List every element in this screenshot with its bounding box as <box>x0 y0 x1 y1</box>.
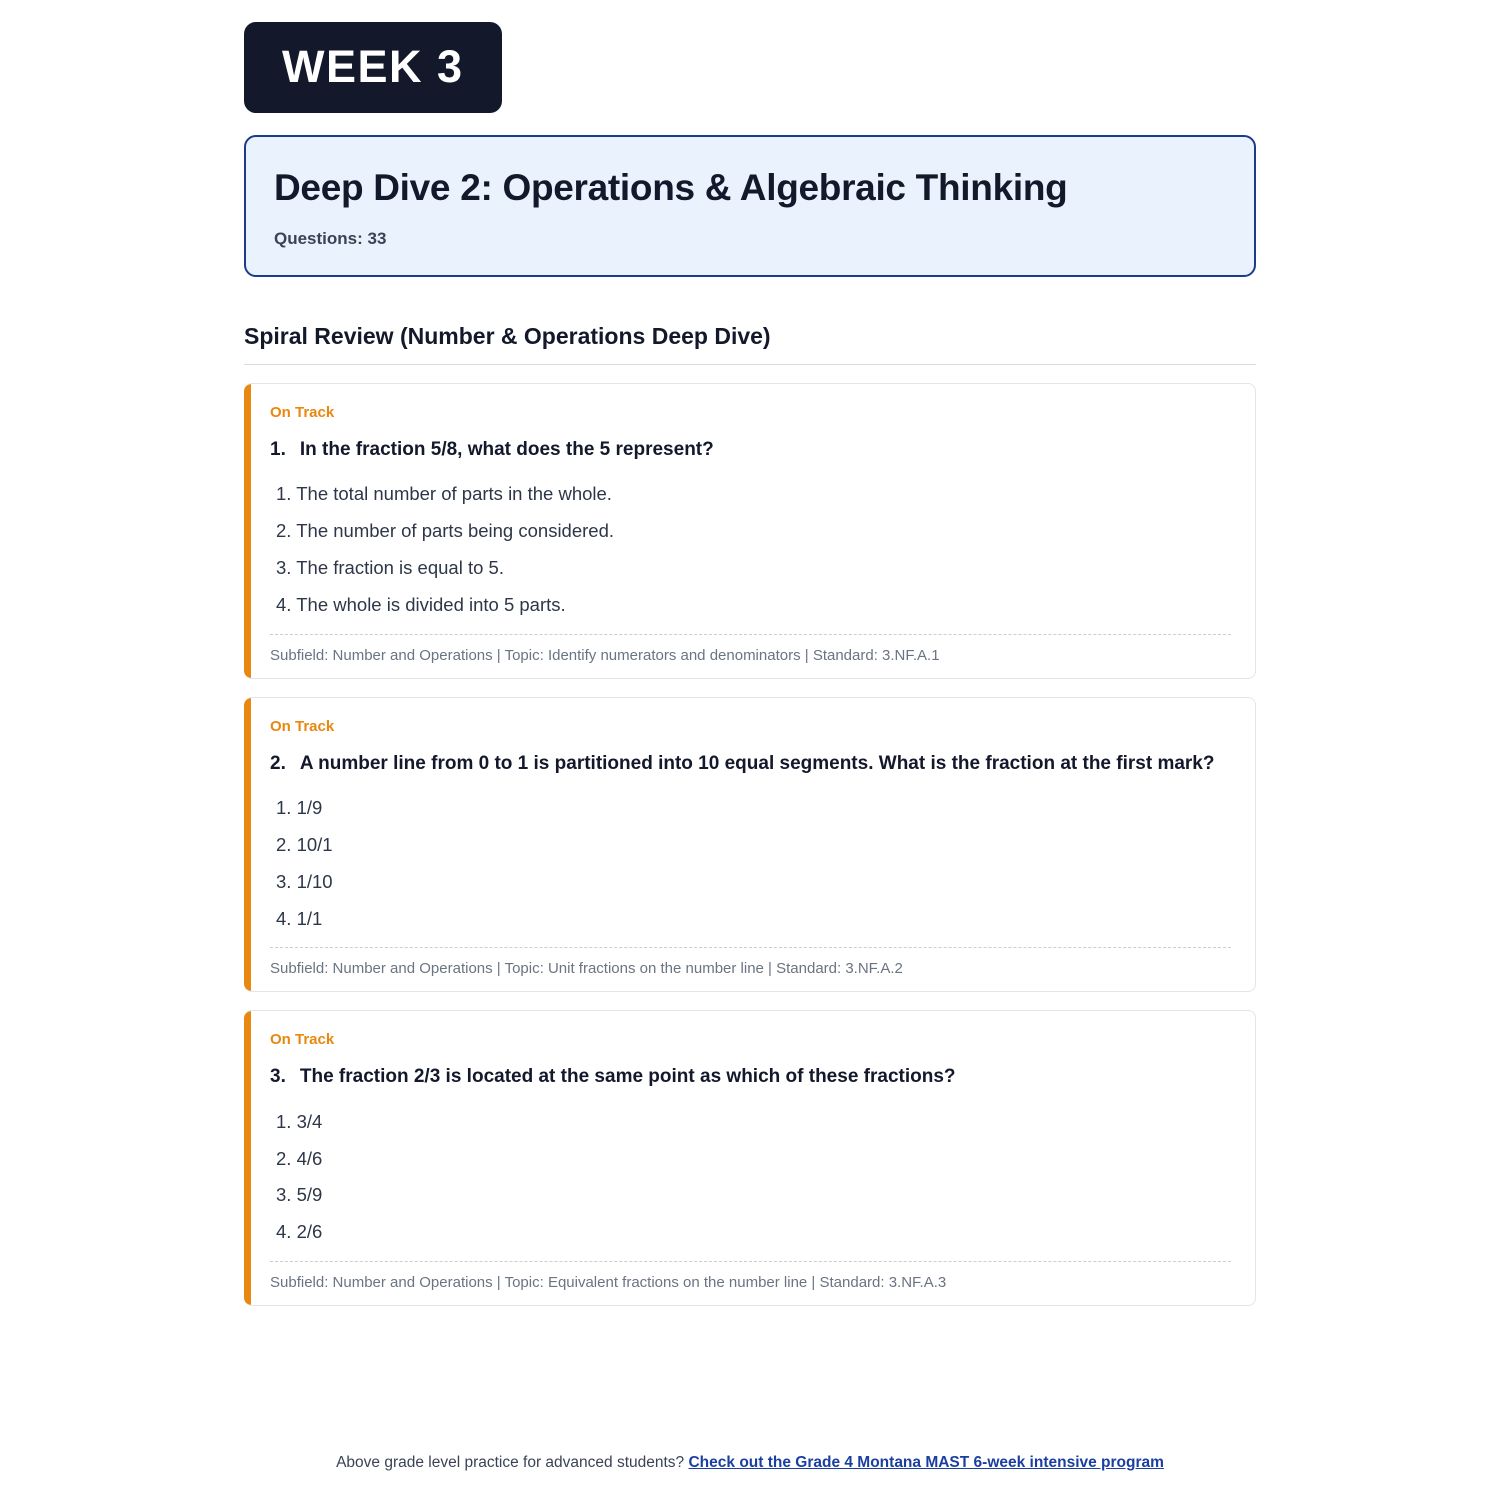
answer-choice[interactable]: 1. 1/9 <box>276 797 323 819</box>
footer-text: Above grade level practice for advanced students? <box>336 1454 685 1471</box>
answer-choice[interactable]: 2. The number of parts being considered. <box>276 520 615 542</box>
question-prompt: In the fraction 5/8, what does the 5 represent? <box>299 438 714 460</box>
footer-link[interactable]: Check out the Grade 4 Montana MAST 6-week intensive program <box>688 1454 1164 1471</box>
title-card <box>244 135 1256 277</box>
status-badge: On Track <box>270 717 335 735</box>
answer-choice[interactable]: 2. 10/1 <box>276 833 333 855</box>
question-prompt: A number line from 0 to 1 is partitioned into 10 equal segments. What is the fraction at the first mark? <box>299 752 1215 774</box>
question-text-row <box>270 1062 1231 1091</box>
answer-choice[interactable]: 3. 1/10 <box>276 870 333 892</box>
question-count-label: Questions: 33 <box>274 228 387 248</box>
answer-choice-list <box>268 790 1231 937</box>
question-metadata: Subfield: Number and Operations | Topic: Identify numerators and denominators | Standard: 3.NF.A.1 <box>270 634 1231 664</box>
answer-choice-list <box>268 1104 1231 1251</box>
question-prompt: The fraction 2/3 is located at the same point as which of these fractions? <box>299 1066 956 1088</box>
status-badge: On Track <box>270 403 335 421</box>
page-title: Deep Dive 2: Operations & Algebraic Thinking <box>274 167 1068 208</box>
status-badge: On Track <box>270 1031 335 1049</box>
question-metadata: Subfield: Number and Operations | Topic: Unit fractions on the number line | Standard: 3.NF.A.2 <box>270 947 1231 977</box>
answer-choice[interactable]: 3. The fraction is equal to 5. <box>276 557 504 578</box>
section-header: Spiral Review (Number & Operations Deep Dive) <box>244 323 1256 365</box>
question-number: 2. <box>270 752 286 774</box>
question-metadata: Subfield: Number and Operations | Topic: Equivalent fractions on the number line | Standard: 3.NF.A.3 <box>270 1261 1231 1291</box>
answer-choice[interactable]: 4. 2/6 <box>276 1221 323 1243</box>
answer-choice-list <box>268 476 1231 623</box>
question-card <box>244 1010 1256 1306</box>
question-card <box>244 383 1256 679</box>
question-number: 3. <box>270 1066 286 1088</box>
answer-choice[interactable]: 2. 4/6 <box>276 1147 323 1169</box>
question-card <box>244 697 1256 993</box>
answer-choice[interactable]: 4. 1/1 <box>276 907 323 929</box>
answer-choice[interactable]: 1. The total number of parts in the whole. <box>276 483 612 505</box>
question-text-row <box>270 435 1231 464</box>
question-text-row <box>270 749 1231 778</box>
page-footer <box>0 1454 1500 1472</box>
answer-choice[interactable]: 3. 5/9 <box>276 1184 323 1206</box>
week-badge: WEEK 3 <box>244 22 502 113</box>
answer-choice[interactable]: 1. 3/4 <box>276 1110 323 1132</box>
question-number: 1. <box>270 438 286 460</box>
answer-choice[interactable]: 4. The whole is divided into 5 parts. <box>276 593 566 615</box>
